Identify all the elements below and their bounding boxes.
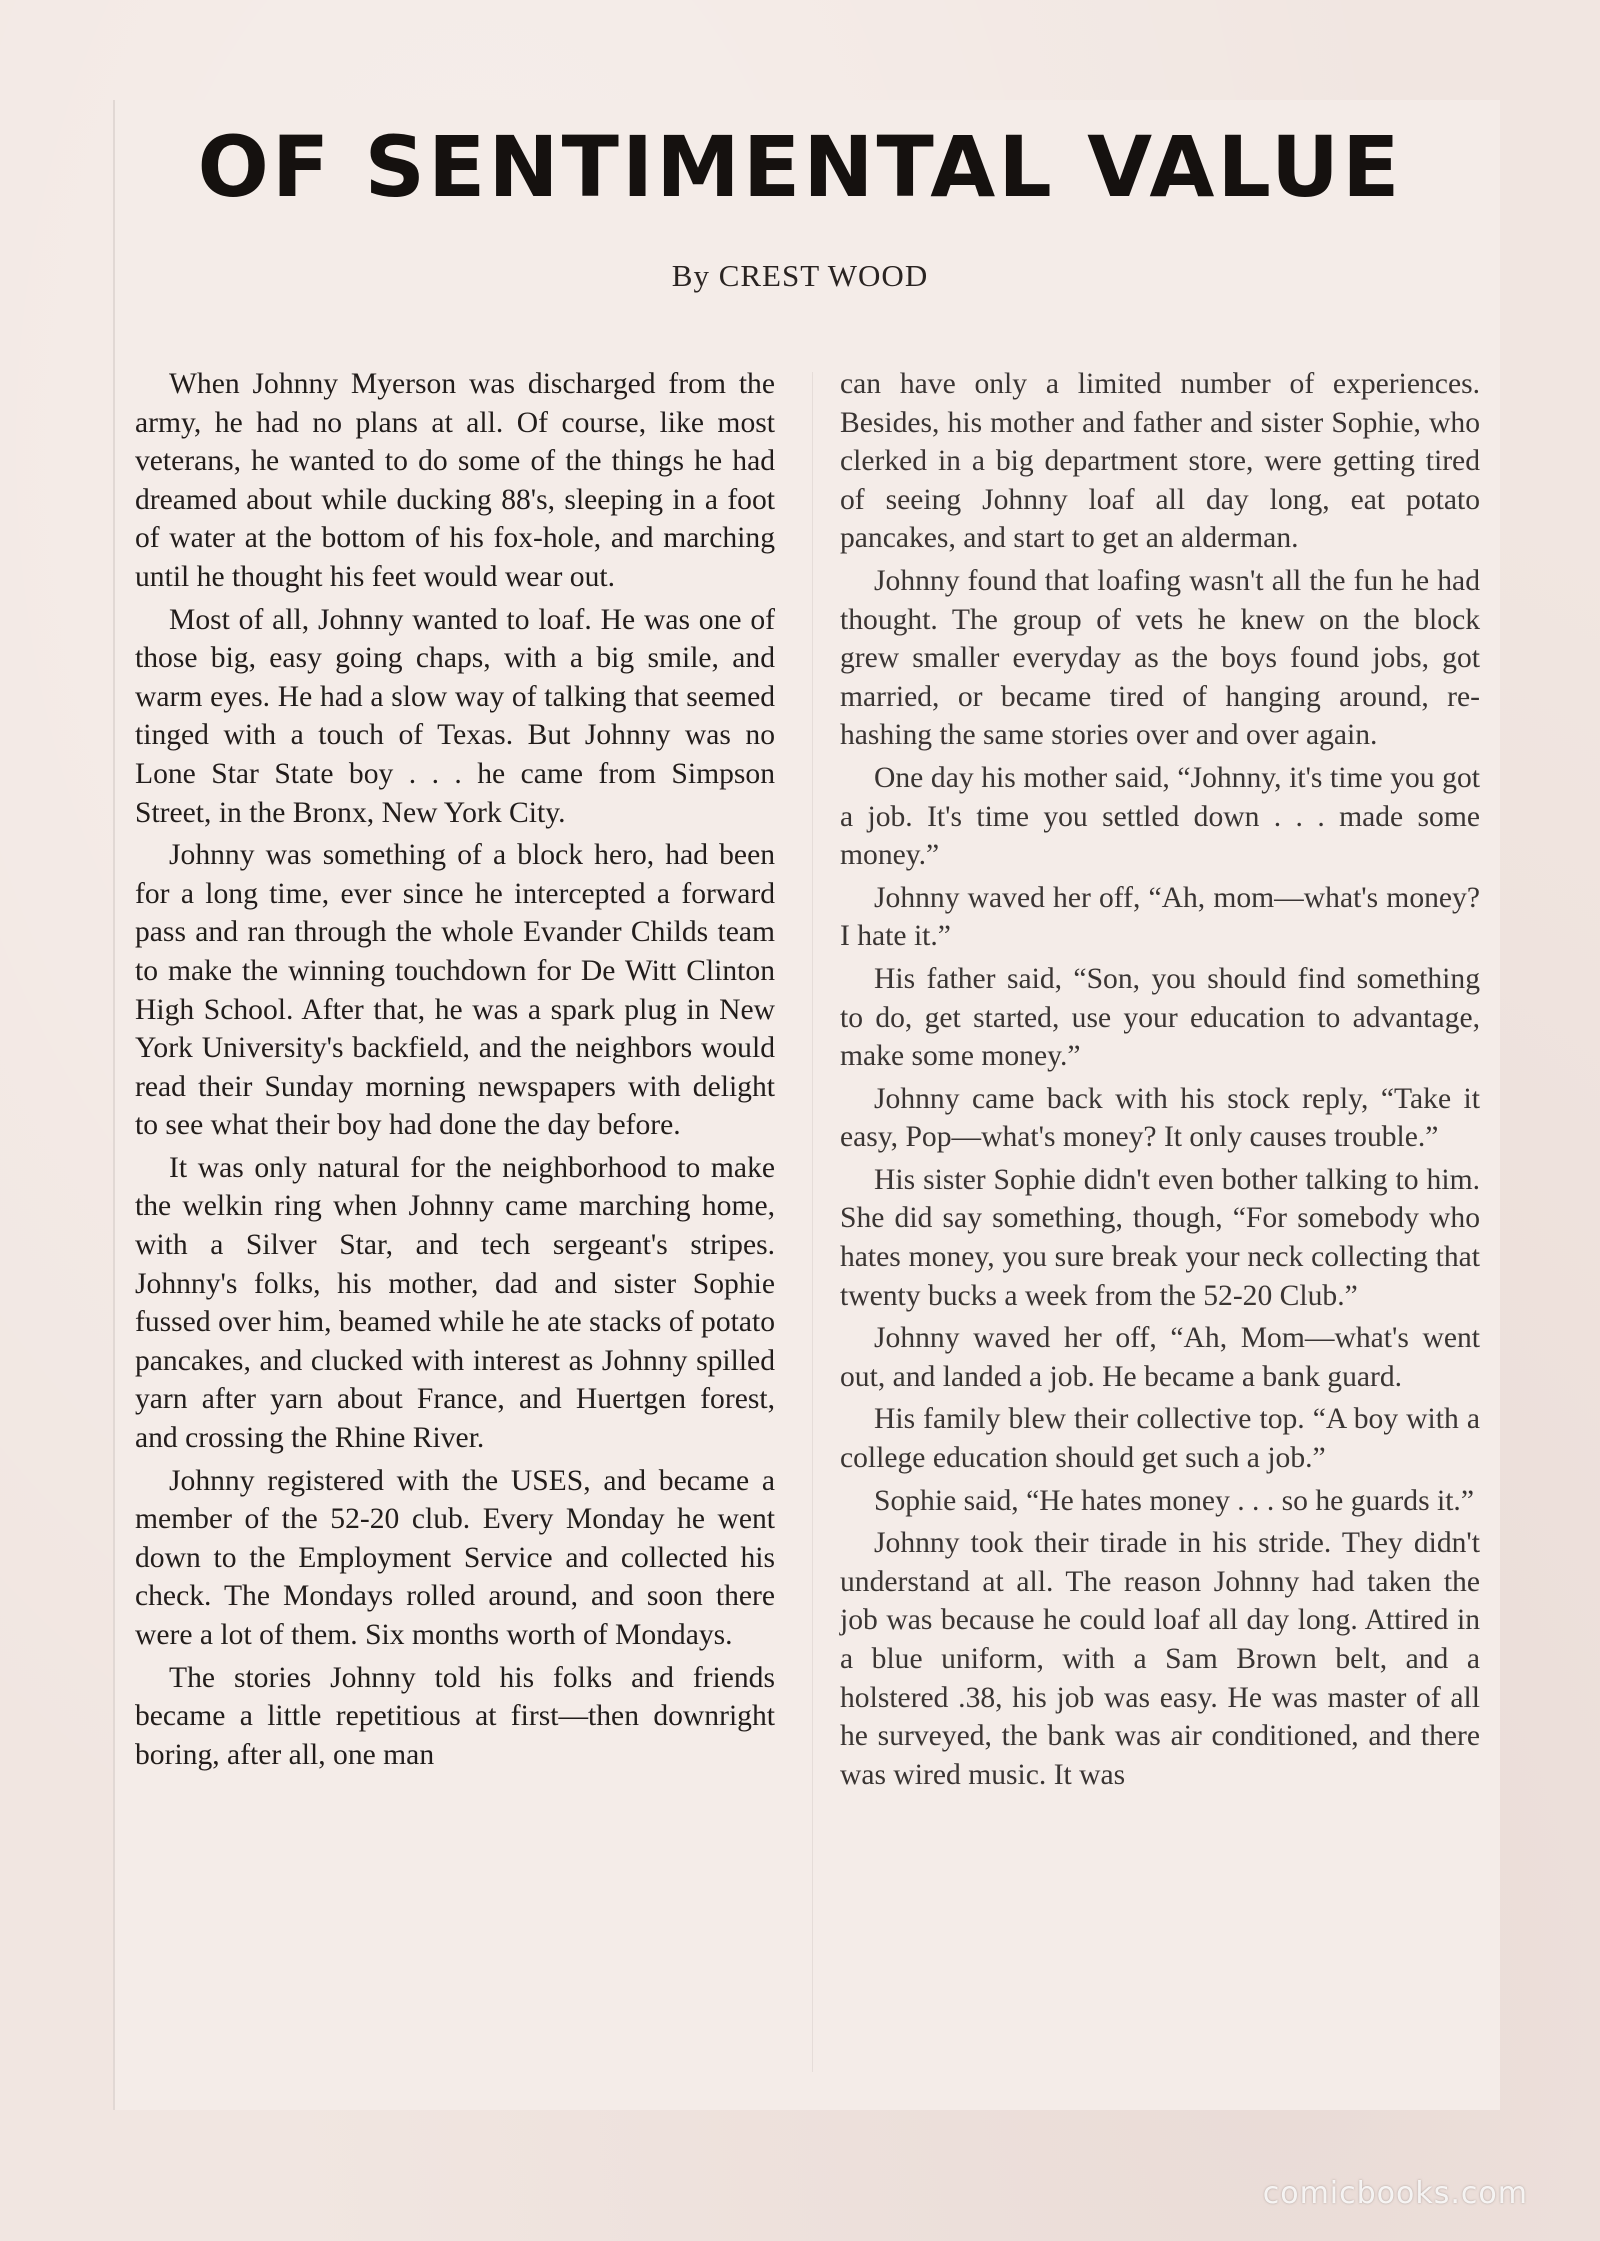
- paragraph: When Johnny Myerson was discharged from the army, he had no plans at all. Of course, like most veterans, he wanted to do some of the things he had dreamed about while ducking 88's, sleeping in a foot of water at the bottom of his fox-hole, and marching until he thought his feet would wear out.: [135, 368, 775, 593]
- paragraph: His family blew their collective top. “A boy with a college education should get such a job.”: [840, 1403, 1480, 1475]
- paragraph: Johnny was something of a block hero, had been for a long time, ever since he intercepted a forward pass and ran through the whole Evander Childs team to make the winning touchdown for De Witt Clinton High School. After that, he was a spark plug in New York University's backfield, and the neighbors would read their Sunday morning newspapers with delight to see what their boy had done the day before.: [135, 839, 775, 1142]
- paragraph: Johnny came back with his stock reply, “Take it easy, Pop—what's money? It only causes trouble.”: [840, 1082, 1480, 1154]
- column-divider: [812, 372, 813, 2072]
- paragraph: His father said, “Son, you should find something to do, get started, use your education to advantage, make some money.”: [840, 962, 1480, 1073]
- paragraph: Johnny waved her off, “Ah, mom—what's money? I hate it.”: [840, 881, 1480, 953]
- paragraph: Johnny registered with the USES, and became a member of the 52-20 club. Every Monday he went down to the Employment Service and collected his check. The Mondays rolled around, and soon there were a lot of them. Six months worth of Mondays.: [135, 1464, 775, 1651]
- paragraph: One day his mother said, “Johnny, it's time you got a job. It's time you settled down . . . made some money.”: [840, 761, 1480, 872]
- left-column: [135, 365, 775, 1778]
- site-watermark: comicbooks.com: [1262, 2176, 1528, 2211]
- story-byline: By CREST WOOD: [671, 258, 929, 293]
- right-column: [840, 365, 1480, 1798]
- paragraph: The stories Johnny told his folks and friends became a little repetitious at first—then downright boring, after all, one man: [135, 1661, 775, 1771]
- story-title: OF SENTIMENTAL VALUE: [197, 118, 1403, 216]
- paragraph: can have only a limited number of experiences. Besides, his mother and father and sister Sophie, who clerked in a big department store, were getting tired of seeing Johnny loaf all day long, eat potato pancakes, and start to get an alderman.: [840, 368, 1480, 555]
- paragraph: Johnny waved her off, “Ah, Mom—what's went out, and landed a job. He became a bank guard.: [840, 1322, 1480, 1393]
- paragraph: Johnny took their tirade in his stride. They didn't understand at all. The reason Johnny had taken the job was because he could loaf all day long. Attired in a blue uniform, with a Sam Brown belt, and a holstered .38, his job was easy. He was master of all he surveyed, the bank was air conditioned, and there was wired music. It was: [840, 1527, 1480, 1791]
- paragraph: Sophie said, “He hates money . . . so he guards it.”: [874, 1484, 1474, 1517]
- paragraph: It was only natural for the neighborhood to make the welkin ring when Johnny came marching home, with a Silver Star, and tech sergeant's stripes. Johnny's folks, his mother, dad and sister Sophie fussed over him, beamed while he ate stacks of potato pancakes, and clucked with interest as Johnny spilled yarn after yarn about France, and Huertgen forest, and crossing the Rhine River.: [135, 1151, 775, 1455]
- paragraph: Johnny found that loafing wasn't all the fun he had thought. The group of vets he knew on the block grew smaller everyday as the boys found jobs, got married, or became tired of hanging around, re-hashing the same stories over and over again.: [840, 564, 1480, 752]
- paragraph: His sister Sophie didn't even bother talking to him. She did say something, though, “For somebody who hates money, you sure break your neck collecting that twenty bucks a week from the 52-20 Club.”: [840, 1163, 1480, 1312]
- paragraph: Most of all, Johnny wanted to loaf. He was one of those big, easy going chaps, with a big smile, and warm eyes. He had a slow way of talking that seemed tinged with a touch of Texas. But Johnny was no Lone Star State boy . . . he came from Simpson Street, in the Bronx, New York City.: [135, 603, 775, 829]
